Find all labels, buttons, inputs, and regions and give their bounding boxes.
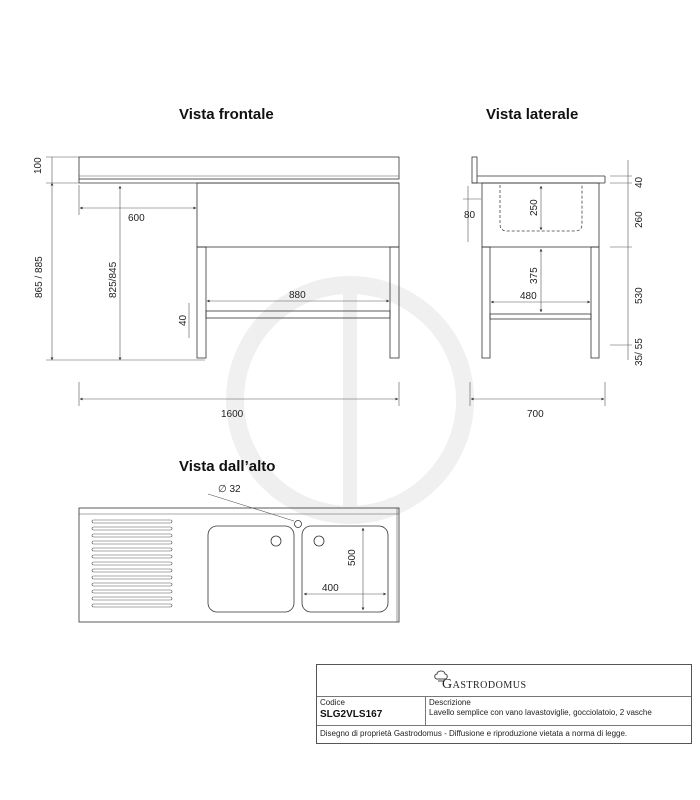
drainboard-rib <box>92 569 172 572</box>
code-label: Codice <box>320 698 345 707</box>
dim-top-hole: ∅ 32 <box>218 484 241 495</box>
description-cell <box>426 696 691 725</box>
brand-name: Gastrodomus <box>442 677 527 692</box>
drainboard-rib <box>92 534 172 537</box>
dim-top-height: 100 <box>33 157 44 174</box>
drainboard-rib <box>92 541 172 544</box>
dim-side-bowl-depth: 250 <box>529 199 540 216</box>
watermark <box>235 285 465 515</box>
ownership-notice: Disegno di proprietà Gastrodomus - Diffusione e riproduzione vietata a norma di legge. <box>320 729 628 738</box>
front-view-title: Vista frontale <box>179 106 274 123</box>
drainboard-rib <box>92 597 172 600</box>
dim-total-width: 1600 <box>221 409 244 420</box>
dim-top-bowl-width: 500 <box>347 549 358 566</box>
side-view-title: Vista laterale <box>486 106 579 123</box>
title-block-logo-row <box>317 665 691 697</box>
product-description: Lavello semplice con vano lavastoviglie, gocciolatoio, 2 vasche <box>429 708 652 717</box>
drainboard-rib <box>92 555 172 558</box>
title-block-info-row <box>317 696 691 726</box>
title-block <box>316 664 692 744</box>
dim-side-bowl-zone: 260 <box>634 211 645 228</box>
drainboard-rib <box>92 590 172 593</box>
dim-inner-height: 825/845 <box>108 261 119 298</box>
product-code: SLG2VLS167 <box>320 709 383 720</box>
dim-side-total-depth: 700 <box>527 409 544 420</box>
top-view-title: Vista dall’alto <box>179 458 276 475</box>
code-cell <box>317 696 426 725</box>
dim-shelf-width: 880 <box>289 290 306 301</box>
description-label: Descrizione <box>429 698 471 707</box>
dim-side-leg-zone: 530 <box>634 287 645 304</box>
dim-left-width: 600 <box>128 213 145 224</box>
dim-side-feet: 35/ 55 <box>634 338 645 366</box>
drainboard-rib <box>92 527 172 530</box>
dim-top-bowl-length: 400 <box>322 583 339 594</box>
dim-total-height: 865 / 885 <box>34 256 45 298</box>
drainboard-rib <box>92 583 172 586</box>
dim-side-top: 40 <box>634 176 645 188</box>
side-view <box>472 157 605 358</box>
dim-side-shelf-depth: 480 <box>520 291 537 302</box>
drainboard-rib <box>92 576 172 579</box>
drainboard-rib <box>92 604 172 607</box>
dim-shelf-height: 40 <box>178 314 189 326</box>
drainboard-rib <box>92 548 172 551</box>
drainboard-rib <box>92 562 172 565</box>
drainboard-rib <box>92 520 172 523</box>
dim-side-leg-height: 375 <box>529 267 540 284</box>
drainboard-ribs <box>92 520 172 607</box>
dim-side-overhang: 80 <box>464 210 476 221</box>
